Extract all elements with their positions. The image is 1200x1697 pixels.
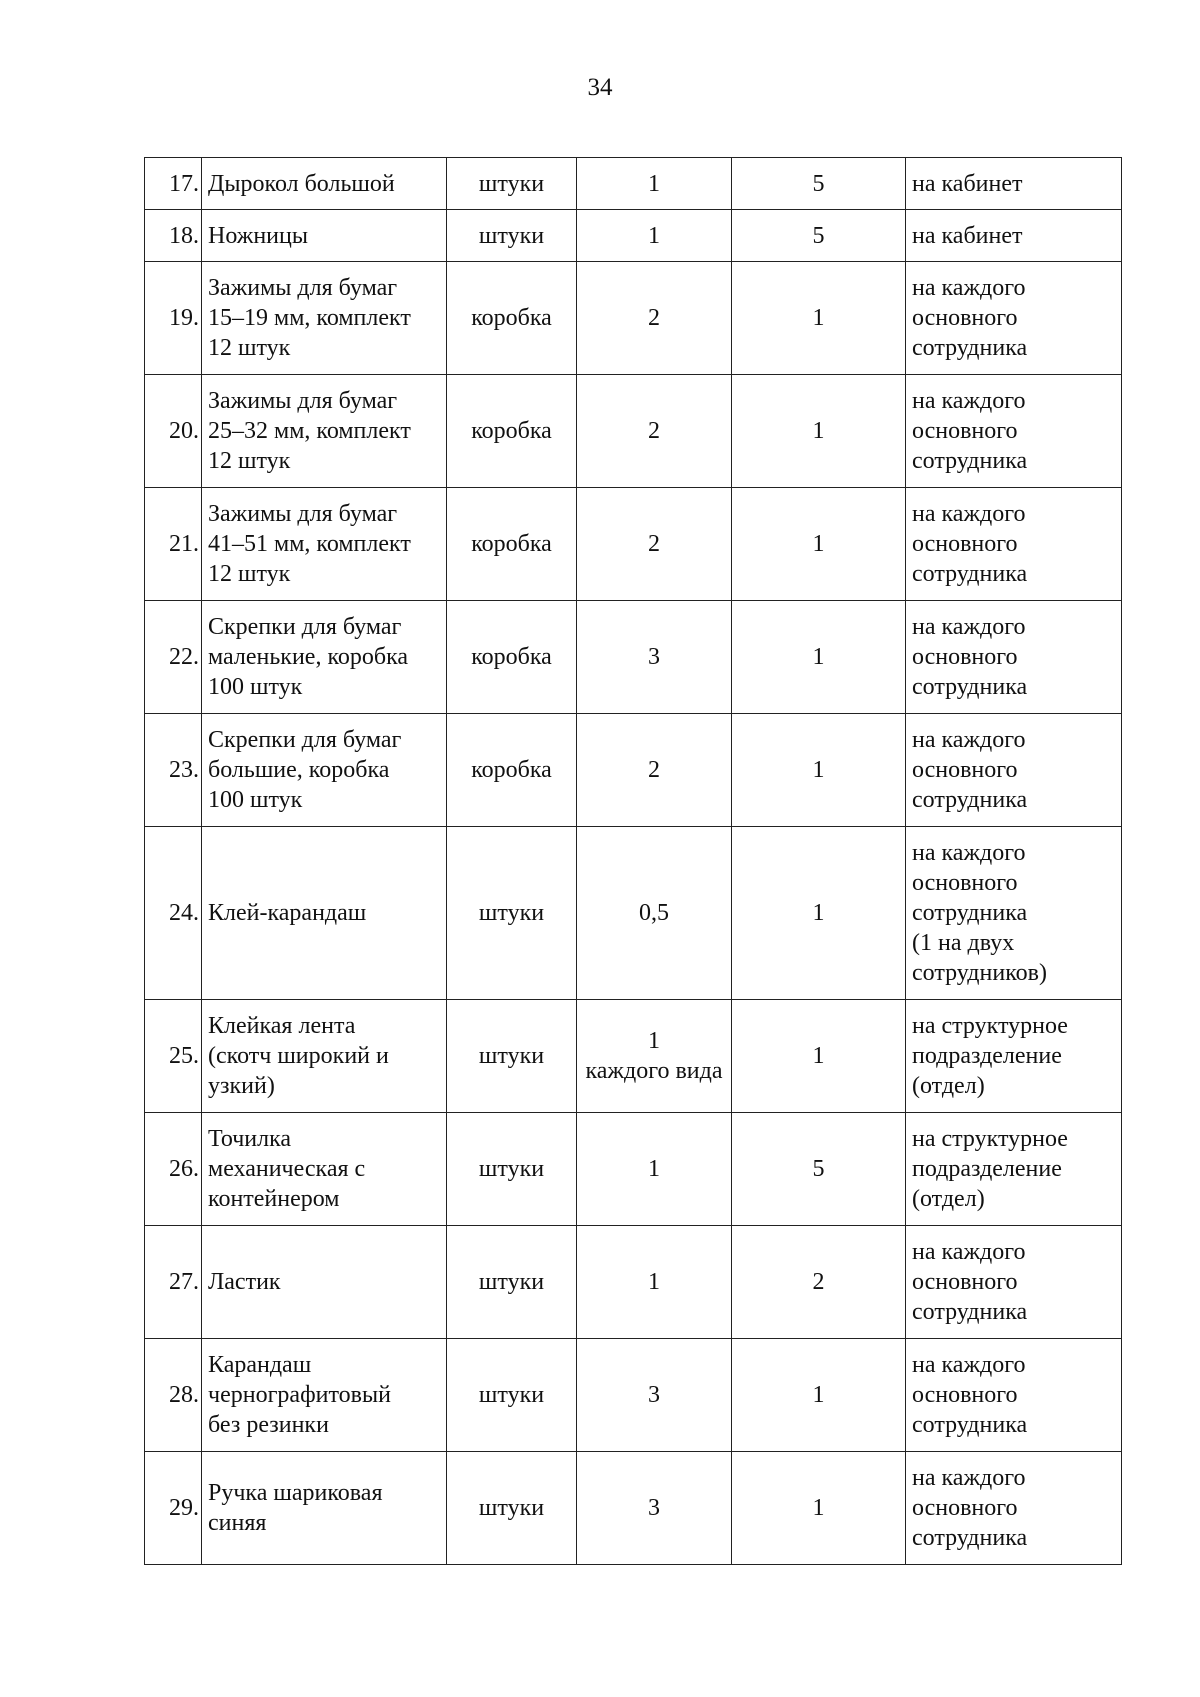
usage-term: 1 (732, 714, 906, 827)
item-name-line: 100 штук (208, 674, 303, 700)
item-name-line: контейнером (208, 1186, 340, 1212)
allocation-note (906, 1226, 1122, 1339)
allocation-note-line: на кабинет (912, 222, 1023, 249)
item-name (202, 1452, 447, 1565)
allocation-note (906, 827, 1122, 1000)
allocation-note-line: на каждого (912, 388, 1026, 414)
usage-term: 1 (732, 1339, 906, 1452)
quantity-line: 0,5 (639, 900, 669, 926)
quantity (577, 488, 732, 601)
table-row (145, 601, 1122, 714)
unit-of-measure: штуки (447, 1000, 577, 1113)
item-name-line: 12 штук (208, 561, 291, 587)
table-row (145, 827, 1122, 1000)
row-number: 22. (145, 601, 202, 714)
allocation-note-line: сотрудников) (912, 960, 1047, 986)
usage-term: 1 (732, 375, 906, 488)
quantity (577, 158, 732, 210)
allocation-note-line: (1 на двух (912, 930, 1015, 956)
unit-of-measure: штуки (447, 1339, 577, 1452)
item-name-line: без резинки (208, 1412, 329, 1438)
item-name-line: Ластик (208, 1269, 281, 1295)
table-row (145, 375, 1122, 488)
item-name-line: Скрепки для бумаг (208, 614, 402, 640)
allocation-note-line: подразделение (912, 1156, 1062, 1182)
quantity (577, 827, 732, 1000)
allocation-note-line: сотрудника (912, 335, 1028, 361)
allocation-note (906, 210, 1122, 262)
row-number: 25. (145, 1000, 202, 1113)
item-name-line: 41–51 мм, комплект (208, 531, 411, 557)
item-name (202, 210, 447, 262)
allocation-note-line: (отдел) (912, 1073, 985, 1099)
allocation-note (906, 1339, 1122, 1452)
item-name (202, 827, 447, 1000)
allocation-note-line: сотрудника (912, 787, 1028, 813)
allocation-note-line: на каждого (912, 840, 1026, 866)
table-row (145, 210, 1122, 262)
item-name-line: (скотч широкий и (208, 1043, 389, 1069)
item-name-line: Зажимы для бумаг (208, 501, 398, 527)
allocation-note-line: на каждого (912, 1352, 1026, 1378)
usage-term: 1 (732, 1452, 906, 1565)
table-row (145, 1226, 1122, 1339)
quantity (577, 1226, 732, 1339)
allocation-note-line: сотрудника (912, 900, 1028, 926)
row-number: 29. (145, 1452, 202, 1565)
usage-term: 1 (732, 262, 906, 375)
row-number: 21. (145, 488, 202, 601)
item-name-line: 12 штук (208, 335, 291, 361)
item-name-line: 100 штук (208, 787, 303, 813)
allocation-note-line: на структурное (912, 1126, 1068, 1152)
quantity-line: 2 (648, 757, 660, 783)
allocation-note (906, 601, 1122, 714)
supplies-table (144, 157, 1122, 1565)
usage-term: 1 (732, 1000, 906, 1113)
allocation-note-line: (отдел) (912, 1186, 985, 1212)
allocation-note (906, 1000, 1122, 1113)
allocation-note-line: сотрудника (912, 561, 1028, 587)
quantity (577, 262, 732, 375)
row-number: 23. (145, 714, 202, 827)
row-number: 20. (145, 375, 202, 488)
table-row (145, 1113, 1122, 1226)
quantity-line: 2 (648, 418, 660, 444)
allocation-note (906, 158, 1122, 210)
unit-of-measure: коробка (447, 262, 577, 375)
allocation-note-line: основного (912, 1269, 1018, 1295)
allocation-note (906, 375, 1122, 488)
allocation-note-line: сотрудника (912, 448, 1028, 474)
quantity-line: 1 (648, 1156, 660, 1182)
unit-of-measure: штуки (447, 210, 577, 262)
allocation-note (906, 1113, 1122, 1226)
row-number: 27. (145, 1226, 202, 1339)
row-number: 19. (145, 262, 202, 375)
quantity-line: 3 (648, 1382, 660, 1408)
item-name (202, 601, 447, 714)
table-row (145, 1339, 1122, 1452)
unit-of-measure: коробка (447, 375, 577, 488)
allocation-note-line: на каждого (912, 614, 1026, 640)
usage-term: 1 (732, 601, 906, 714)
unit-of-measure: коробка (447, 488, 577, 601)
usage-term: 5 (732, 158, 906, 210)
row-number: 17. (145, 158, 202, 210)
usage-term: 1 (732, 827, 906, 1000)
quantity-line: 1 (648, 222, 660, 249)
allocation-note-line: основного (912, 757, 1018, 783)
item-name-line: 12 штук (208, 448, 291, 474)
item-name (202, 1339, 447, 1452)
unit-of-measure: штуки (447, 1113, 577, 1226)
item-name-line: синяя (208, 1510, 267, 1536)
row-number: 24. (145, 827, 202, 1000)
item-name-line: механическая с (208, 1156, 366, 1182)
table-row (145, 1000, 1122, 1113)
quantity (577, 714, 732, 827)
item-name (202, 714, 447, 827)
quantity-line: каждого вида (585, 1058, 723, 1084)
allocation-note-line: основного (912, 305, 1018, 331)
item-name-line: Ручка шариковая (208, 1480, 383, 1506)
item-name-line: Зажимы для бумаг (208, 388, 398, 414)
table-row (145, 262, 1122, 375)
item-name-line: маленькие, коробка (208, 644, 409, 670)
table-row (145, 488, 1122, 601)
item-name-line: Клей-карандаш (208, 900, 367, 926)
allocation-note-line: на каждого (912, 501, 1026, 527)
item-name (202, 1226, 447, 1339)
allocation-note-line: основного (912, 870, 1018, 896)
allocation-note-line: основного (912, 644, 1018, 670)
quantity (577, 210, 732, 262)
item-name-line: 15–19 мм, комплект (208, 305, 411, 331)
quantity-line: 2 (648, 531, 660, 557)
allocation-note-line: на каждого (912, 275, 1026, 301)
item-name-line: Карандаш (208, 1352, 312, 1378)
table-row (145, 158, 1122, 210)
allocation-note-line: на кабинет (912, 170, 1023, 197)
unit-of-measure: штуки (447, 827, 577, 1000)
allocation-note-line: сотрудника (912, 1299, 1028, 1325)
item-name (202, 1113, 447, 1226)
allocation-note (906, 262, 1122, 375)
page-number: 34 (587, 74, 613, 101)
row-number: 28. (145, 1339, 202, 1452)
item-name-line: Дырокол большой (208, 170, 395, 197)
allocation-note-line: на структурное (912, 1013, 1068, 1039)
allocation-note-line: основного (912, 531, 1018, 557)
allocation-note-line: на каждого (912, 1239, 1026, 1265)
table-row (145, 1452, 1122, 1565)
quantity (577, 1452, 732, 1565)
quantity-line: 1 (648, 170, 660, 197)
allocation-note-line: подразделение (912, 1043, 1062, 1069)
row-number: 26. (145, 1113, 202, 1226)
usage-term: 1 (732, 488, 906, 601)
unit-of-measure: коробка (447, 601, 577, 714)
quantity-line: 2 (648, 305, 660, 331)
item-name-line: 25–32 мм, комплект (208, 418, 411, 444)
item-name (202, 158, 447, 210)
unit-of-measure: коробка (447, 714, 577, 827)
item-name-line: Точилка (208, 1126, 292, 1152)
unit-of-measure: штуки (447, 158, 577, 210)
allocation-note-line: на каждого (912, 1465, 1026, 1491)
usage-term: 2 (732, 1226, 906, 1339)
item-name (202, 262, 447, 375)
item-name-line: Зажимы для бумаг (208, 275, 398, 301)
row-number: 18. (145, 210, 202, 262)
allocation-note (906, 488, 1122, 601)
usage-term: 5 (732, 210, 906, 262)
quantity (577, 601, 732, 714)
quantity-line: 3 (648, 1495, 660, 1521)
item-name-line: узкий) (208, 1073, 275, 1099)
allocation-note-line: сотрудника (912, 1525, 1028, 1551)
item-name-line: Скрепки для бумаг (208, 727, 402, 753)
quantity (577, 375, 732, 488)
item-name-line: большие, коробка (208, 757, 390, 783)
allocation-note-line: сотрудника (912, 674, 1028, 700)
item-name (202, 1000, 447, 1113)
quantity (577, 1000, 732, 1113)
usage-term: 5 (732, 1113, 906, 1226)
quantity (577, 1113, 732, 1226)
allocation-note-line: основного (912, 418, 1018, 444)
quantity-line: 3 (648, 644, 660, 670)
item-name-line: Клейкая лента (208, 1013, 356, 1039)
allocation-note-line: на каждого (912, 727, 1026, 753)
item-name (202, 488, 447, 601)
allocation-note (906, 714, 1122, 827)
supplies-table-body (145, 158, 1122, 1565)
allocation-note-line: сотрудника (912, 1412, 1028, 1438)
quantity (577, 1339, 732, 1452)
item-name-line: Ножницы (208, 222, 308, 249)
unit-of-measure: штуки (447, 1226, 577, 1339)
quantity-line: 1 (648, 1269, 660, 1295)
item-name-line: чернографитовый (208, 1382, 391, 1408)
item-name (202, 375, 447, 488)
quantity-line: 1 (648, 1028, 660, 1054)
unit-of-measure: штуки (447, 1452, 577, 1565)
allocation-note (906, 1452, 1122, 1565)
allocation-note-line: основного (912, 1495, 1018, 1521)
allocation-note-line: основного (912, 1382, 1018, 1408)
table-row (145, 714, 1122, 827)
